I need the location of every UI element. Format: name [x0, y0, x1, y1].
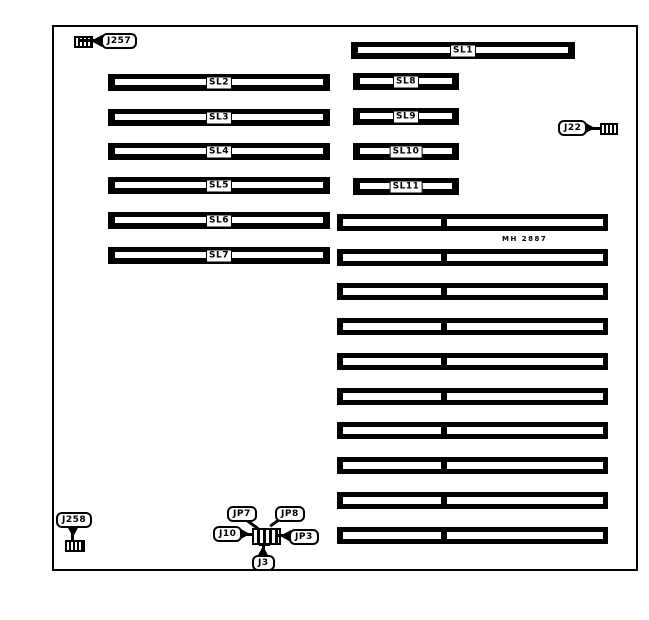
slot-label-sl1: SL1: [450, 44, 476, 57]
mem-slot-row-7: [337, 422, 608, 439]
mem-slot-stripe-left: [343, 358, 441, 365]
callout-j3: J3: [252, 555, 275, 571]
mem-slot-stripe-right: [447, 393, 603, 400]
slot-label-sl2: SL2: [206, 76, 232, 89]
slot-label-sl4: SL4: [206, 145, 232, 158]
mem-slot-stripe-right: [447, 427, 603, 434]
mem-slot-stripe-right: [447, 254, 603, 261]
slot-label-sl8: SL8: [393, 75, 419, 88]
slot-label-sl6: SL6: [206, 214, 232, 227]
slot-sl9: [353, 108, 459, 125]
mem-slot-row-1: [337, 214, 608, 231]
slot-sl6: [108, 212, 330, 229]
callout-jp8: JP8: [275, 506, 305, 522]
mem-slot-stripe-right: [447, 462, 603, 469]
mem-slot-stripe-left: [343, 532, 441, 539]
mem-slot-stripe-right: [447, 497, 603, 504]
callout-jp7: JP7: [227, 506, 257, 522]
slot-sl3: [108, 109, 330, 126]
slot-label-sl7: SL7: [206, 249, 232, 262]
slot-sl4: [108, 143, 330, 160]
mem-slot-row-5: [337, 353, 608, 370]
slot-sl2: [108, 74, 330, 91]
slot-sl11: [353, 178, 459, 195]
mem-slot-stripe-left: [343, 393, 441, 400]
slot-label-sl10: SL10: [390, 145, 423, 158]
part-number: MH 2887: [502, 235, 548, 243]
mem-slot-row-2: [337, 249, 608, 266]
slot-sl10: [353, 143, 459, 160]
slot-label-sl3: SL3: [206, 111, 232, 124]
j22-pin-header-icon: [600, 123, 618, 135]
callout-j10: J10: [213, 526, 242, 542]
slot-sl7: [108, 247, 330, 264]
mem-slot-stripe-left: [343, 254, 441, 261]
mem-slot-stripe-right: [447, 532, 603, 539]
mem-slot-stripe-right: [447, 323, 603, 330]
j258-pin-header-icon: [65, 540, 85, 552]
mem-slot-stripe-left: [343, 219, 441, 226]
mem-slot-stripe-left: [343, 323, 441, 330]
mem-slot-stripe-right: [447, 219, 603, 226]
mem-slot-stripe-left: [343, 462, 441, 469]
callout-j22: J22: [558, 120, 587, 136]
callout-j257: J257: [101, 33, 137, 49]
mem-slot-row-8: [337, 457, 608, 474]
callout-j258: J258: [56, 512, 92, 528]
slot-label-sl5: SL5: [206, 179, 232, 192]
mem-slot-stripe-right: [447, 358, 603, 365]
slot-label-sl11: SL11: [390, 180, 423, 193]
mem-slot-stripe-left: [343, 288, 441, 295]
slot-sl5: [108, 177, 330, 194]
slot-sl1: [351, 42, 575, 59]
mem-slot-stripe-left: [343, 427, 441, 434]
slot-label-sl9: SL9: [393, 110, 419, 123]
mem-slot-row-3: [337, 283, 608, 300]
callout-jp3: JP3: [289, 529, 319, 545]
mem-slot-row-9: [337, 492, 608, 509]
mem-slot-row-4: [337, 318, 608, 335]
mem-slot-row-10: [337, 527, 608, 544]
mem-slot-row-6: [337, 388, 608, 405]
mem-slot-stripe-right: [447, 288, 603, 295]
mem-slot-stripe-left: [343, 497, 441, 504]
slot-sl8: [353, 73, 459, 90]
